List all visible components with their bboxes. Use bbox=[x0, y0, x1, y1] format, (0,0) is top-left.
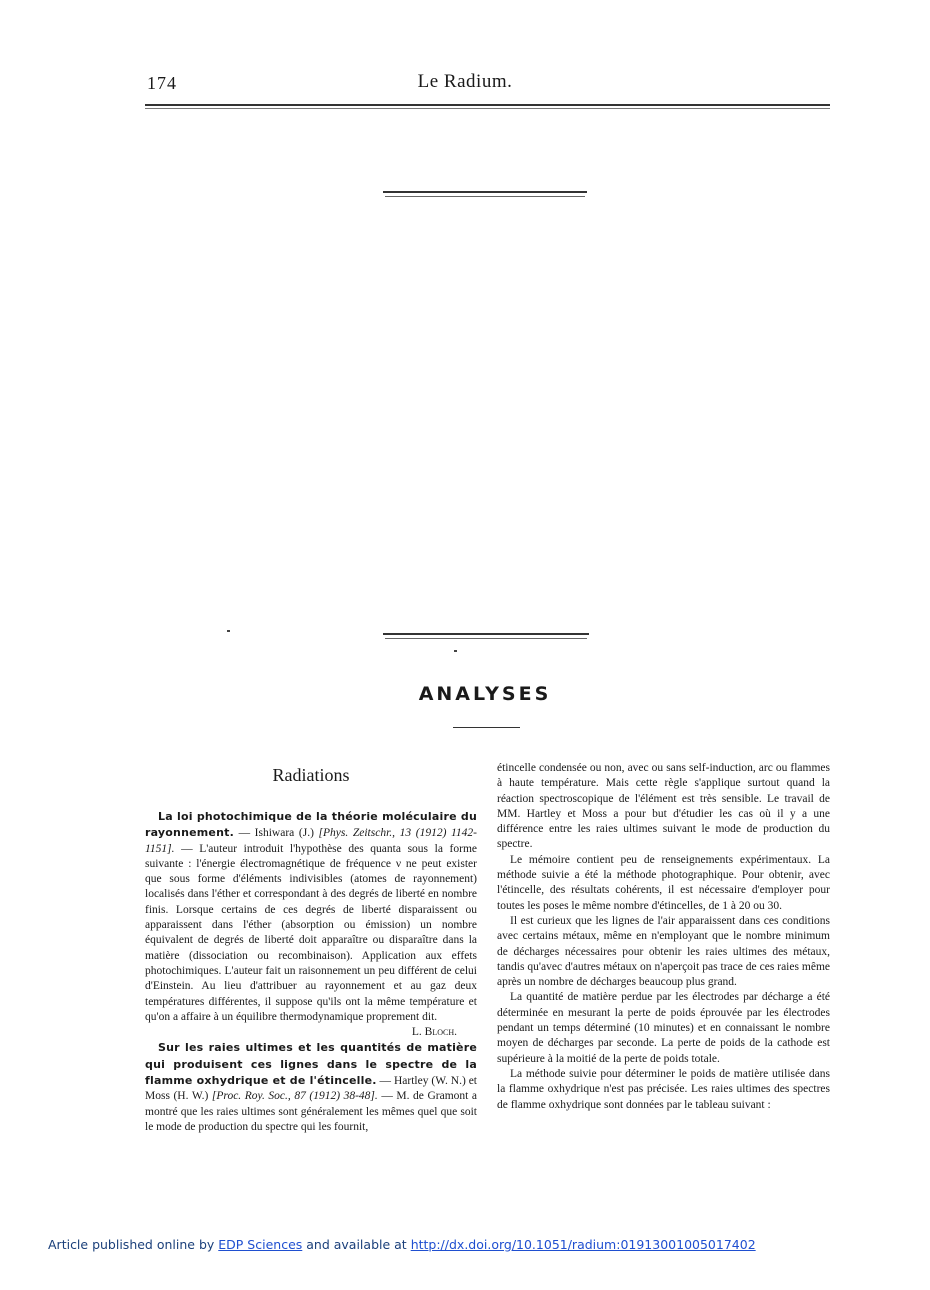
paragraph: La quantité de matière perdue par les électrodes par décharge a été déterminée en mesurant la perte de poids éprouvée par les électrodes pendant un temps déterminé (10 minutes) et en connaissant le nombre moyen de décharges par seconde. La perte de poids de la cathode est supérieure à la moitié de la perte de poids totale. bbox=[497, 991, 830, 1065]
footer-middle: and available at bbox=[302, 1237, 411, 1252]
article-author: — Hartley (W. N.) et Moss (H. W.) bbox=[145, 1075, 478, 1103]
header-rule-thin bbox=[145, 108, 830, 109]
ornament-rule-top-thin bbox=[385, 196, 585, 197]
article-signature: L. Bloch. bbox=[411, 1026, 457, 1039]
article-reference: [Proc. Roy. Soc., 87 (1912) 38-48]. bbox=[211, 1090, 378, 1103]
running-title: Le Radium. bbox=[417, 71, 513, 92]
paragraph: Le mémoire contient peu de renseignements expérimentaux. La méthode suivie a été la méthode photographique. Pour obtenir, avec l'étincelle, des résultats cohérents, il est nécessaire d'employer pour toutes les poses le même nombre d'étincelles, de 1 à 20 ou 30. bbox=[497, 853, 830, 912]
ornament-rule-mid-thin bbox=[385, 638, 587, 639]
ornament-rule-top bbox=[383, 191, 587, 193]
ornament-rule-mid bbox=[383, 633, 589, 635]
ornament-dot bbox=[454, 650, 457, 652]
section-title: ANALYSES bbox=[418, 683, 552, 705]
article-title: La loi photochimique de la théorie moléculaire du rayonnement. bbox=[145, 810, 477, 840]
article-paragraph bbox=[145, 1040, 477, 1135]
subsection-title: Radiations bbox=[272, 765, 350, 785]
footer bbox=[48, 1237, 756, 1252]
section-title-rule bbox=[453, 727, 520, 728]
article-body: — L'auteur introduit l'hypothèse des quanta sous la forme suivante : l'énergie électromagnétique de fréquence ν ne peut exister que sous forme d'éléments indivisibles (atomes de rayonnement) localisés dans l'éther et correspondant à des degrés de liberté en nombre finis. Lorsque certains de ces degrés de liberté disparaissent ou apparaissent dans l'éther (absorption ou émission) un nombre équivalent de degrés de liberté doit apparaître ou disparaître dans la matière (dissociation ou recombinaison). Application aux effets photochimiques. L'auteur fait un raisonnement un peu différent de celui d'Einstein. Au lieu d'attribuer au rayonnement et au gaz deux températures différentes, il suppose qu'ils ont la même température et qu'on a affaire à un équilibre thermodynamique proprement dit. bbox=[145, 842, 477, 1023]
header-rule bbox=[145, 104, 830, 106]
ornament-dot bbox=[227, 630, 230, 632]
page-number: 174 bbox=[147, 73, 177, 93]
article-reference: [Phys. Zeitschr., 13 (1912) 1142-1151]. bbox=[145, 827, 478, 855]
paragraph: étincelle condensée ou non, avec ou sans self-induction, arc ou flammes à haute température. Mais cette règle s'applique surtout quand la réaction spectroscopique de l'élément est très sensible. Le travail de MM. Hartley et Moss a pour but d'étudier les cas où il y a une différence entre les raies ultimes suivant le mode de production du spectre. bbox=[497, 762, 830, 851]
article-paragraph bbox=[145, 809, 478, 1039]
paragraph: La méthode suivie pour déterminer le poids de matière utilisée dans la flamme oxhydrique n'est pas précisée. Les raies ultimes des spectres de flamme oxhydrique sont données par le tableau suivant : bbox=[497, 1067, 830, 1111]
doi-link[interactable]: http://dx.doi.org/10.1051/radium:01913001005017402 bbox=[410, 1237, 756, 1252]
publisher-link[interactable]: EDP Sciences bbox=[218, 1237, 303, 1252]
article-title: Sur les raies ultimes et les quantités de matière qui produisent ces lignes dans le spectre de la flamme oxhydrique et de l'étincelle. bbox=[145, 1041, 477, 1088]
article-author: — Ishiwara (J.) bbox=[233, 827, 319, 840]
paragraph: Il est curieux que les lignes de l'air apparaissent dans ces conditions avec certains métaux, même en n'employant que le nombre minimum de décharges nécessaires pour obtenir les raies ultimes des métaux, tandis qu'avec d'autres métaux on n'aperçoit pas trace de ces raies même après un nombre de décharges beaucoup plus grand. bbox=[497, 914, 830, 989]
right-column bbox=[497, 761, 830, 1113]
left-column bbox=[145, 809, 477, 1135]
footer-prefix: Article published online by bbox=[48, 1237, 219, 1252]
article-body: — M. de Gramont a montré que les raies ultimes sont généralement les mêmes quel que soit le mode de production du spectre qui les fournit, bbox=[145, 1090, 477, 1133]
